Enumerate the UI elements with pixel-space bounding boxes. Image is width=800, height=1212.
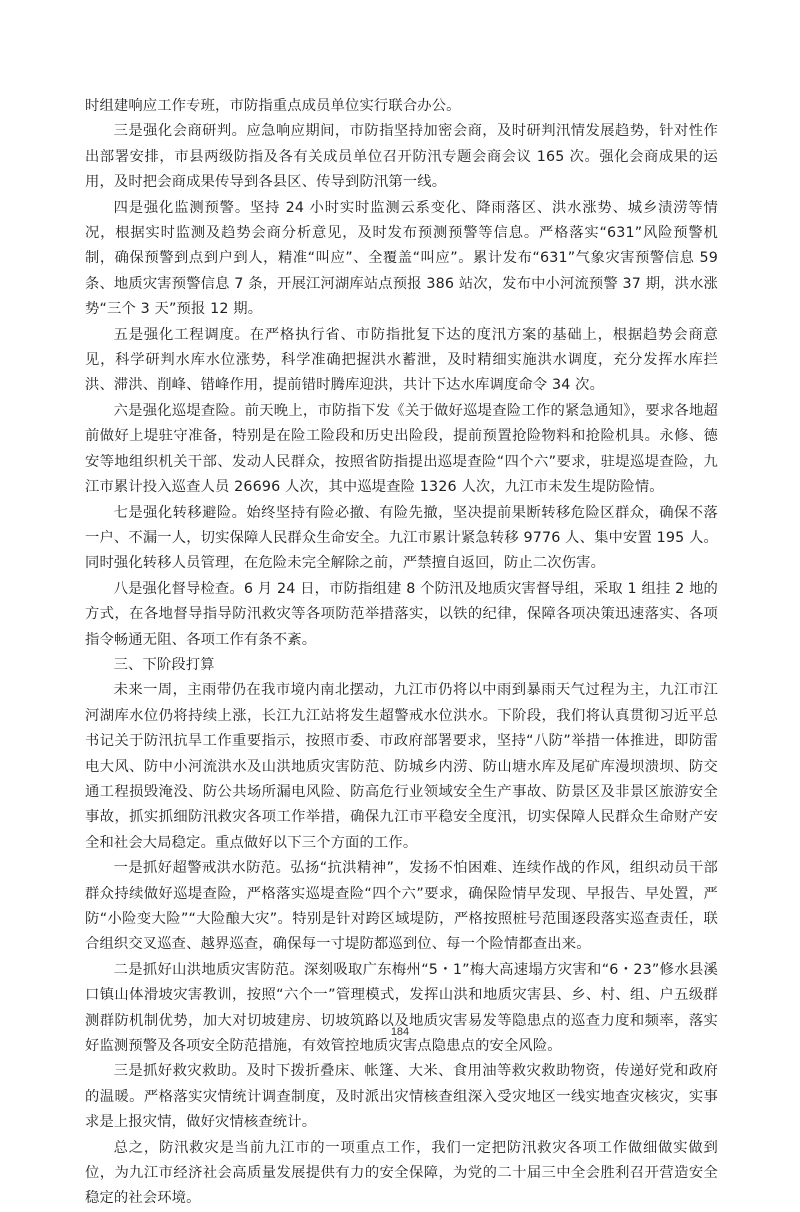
paragraph-continuation: 时组建响应工作专班，市防指重点成员单位实行联合办公。: [85, 98, 461, 114]
paragraph-supervision: 八是强化督导检查。6 月 24 日，市防指组建 8 个防汛及地质灾害督导组，采取 1 组挂 2 地的方式，在各地督导指导防汛救灾等各项防范举措落实，以铁的纪律，保障各项决策迅速落实、各项指令畅通无阻、各项工作有条不紊。: [85, 580, 718, 648]
paragraph-geohazard: 二是抓好山洪地质灾害防范。深刻吸取广东梅州“5・1”梅大高速塌方灾害和“6・23”修水县溪口镇山体滑坡灾害教训，按照“六个一”管理模式，发挥山洪和地质灾害县、乡、村、组、户五级群测群防机制优势，加大对切坡建房、切坡筑路以及地质灾害易发等隐患点的巡查力度和频率，落实好监测预警及各项安全防范措施，有效管控地质灾害点隐患点的安全风险。: [85, 961, 718, 1055]
page-number: 184: [390, 1026, 410, 1038]
paragraph-conclusion: 总之，防汛救灾是当前九江市的一项重点工作，我们一定把防汛救灾各项工作做细做实做到位，为九江市经济社会高质量发展提供有力的安全保障，为党的二十届三中全会胜利召开营造安全稳定的社会环境。: [85, 1139, 718, 1207]
paragraph-consultation: 三是强化会商研判。应急响应期间，市防指坚持加密会商，及时研判汛情发展趋势，针对性作出部署安排，市县两级防指及各有关成员单位召开防汛专题会商会议 165 次。强化会商成果的运用，及时把会商成果传导到各县区、传导到防汛第一线。: [85, 123, 718, 191]
paragraph-flood-prevention: 一是抓好超警戒洪水防范。弘扬“抗洪精神”，发扬不怕困难、连续作战的作风，组织动员干部群众持续做好巡堤查险，严格落实巡堤查险“四个六”要求，确保险情早发现、早报告、早处置，严防“小险变大险”“大险酿大灾”。特别是针对跨区域堤防，严格按照桩号范围逐段落实巡查责任，联合组织交叉巡查、越界巡查，确保每一寸堤防都巡到位、每一个险情都查出来。: [85, 860, 718, 953]
paragraph-patrol: 六是强化巡堤查险。前天晚上，市防指下发《关于做好巡堤查险工作的紧急通知》，要求各地超前做好上堤驻守准备，特别是在险工险段和历史出险段，提前预置抢险物料和抢险机具。永修、德安等地组织机关干部、发动人民群众，按照省防指提出巡堤查险“四个六”要求，驻堤巡堤查险，九江市累计投入巡查人员 26696 人次，其中巡堤查险 1326 人次，九江市未发生堤防险情。: [85, 402, 718, 496]
document-body: [85, 94, 718, 1212]
paragraph-outlook: 未来一周，主雨带仍在我市境内南北摆动，九江市仍将以中雨到暴雨天气过程为主，九江市江河湖库水位仍将持续上涨，长江九江站将发生超警戒水位洪水。下阶段，我们将认真贯彻习近平总书记关于防汛抗旱工作重要指示，按照市委、市政府部署要求，坚持“八防”举措一体推进，即防雷电大风、防中小河流洪水及山洪地质灾害防范、防城乡内涝、防山塘水库及尾矿库漫坝溃坝、防交通工程损毁淹没、防公共场所漏电风险、防高危行业领域安全生产事故、防景区及非景区旅游安全事故，抓实抓细防汛救灾各项工作举措，确保九江市平稳安全度汛，切实保障人民群众生命财产安全和社会大局稳定。重点做好以下三个方面的工作。: [85, 682, 718, 851]
paragraph-engineering: 五是强化工程调度。在严格执行省、市防指批复下达的度汛方案的基础上，根据趋势会商意见，科学研判水库水位涨势，科学准确把握洪水蓄泄，及时精细实施洪水调度，充分发挥水库拦洪、滞洪、削峰、错峰作用，提前错时腾库迎洪，共计下达水库调度命令 34 次。: [85, 326, 718, 394]
paragraph-monitoring: 四是强化监测预警。坚持 24 小时实时监测云系变化、降雨落区、洪水涨势、城乡渍涝等情况，根据实时监测及趋势会商分析意见，及时发布预测预警等信息。严格落实“631”风险预警机制，确保预警到点到户到人，精准“叫应”、全覆盖“叫应”。累计发布“631”气象灾害预警信息 59 条、地质灾害预警信息 7 条，开展江河湖库站点预报 386 站次，发布中小河流预警 37 期，洪水涨势“三个 3 天”预报 12 期。: [85, 199, 718, 318]
section-heading-next-plan: 三、下阶段打算: [113, 656, 215, 673]
paragraph-relief: 三是抓好救灾救助。及时下拨折叠床、帐篷、大米、食用油等救灾救助物资，传递好党和政府的温暖。严格落实灾情统计调查制度，及时派出灾情核查组深入受灾地区一线实地查灾核灾，实事求是上报灾情，做好灾情核查统计。: [85, 1063, 718, 1131]
paragraph-evacuation: 七是强化转移避险。始终坚持有险必撤、有险先撤，坚决提前果断转移危险区群众，确保不落一户、不漏一人，切实保障人民群众生命安全。九江市累计紧急转移 9776 人、集中安置 195 人。同时强化转移人员管理，在危险未完全解除之前，严禁擅自返回，防止二次伤害。: [85, 504, 718, 572]
